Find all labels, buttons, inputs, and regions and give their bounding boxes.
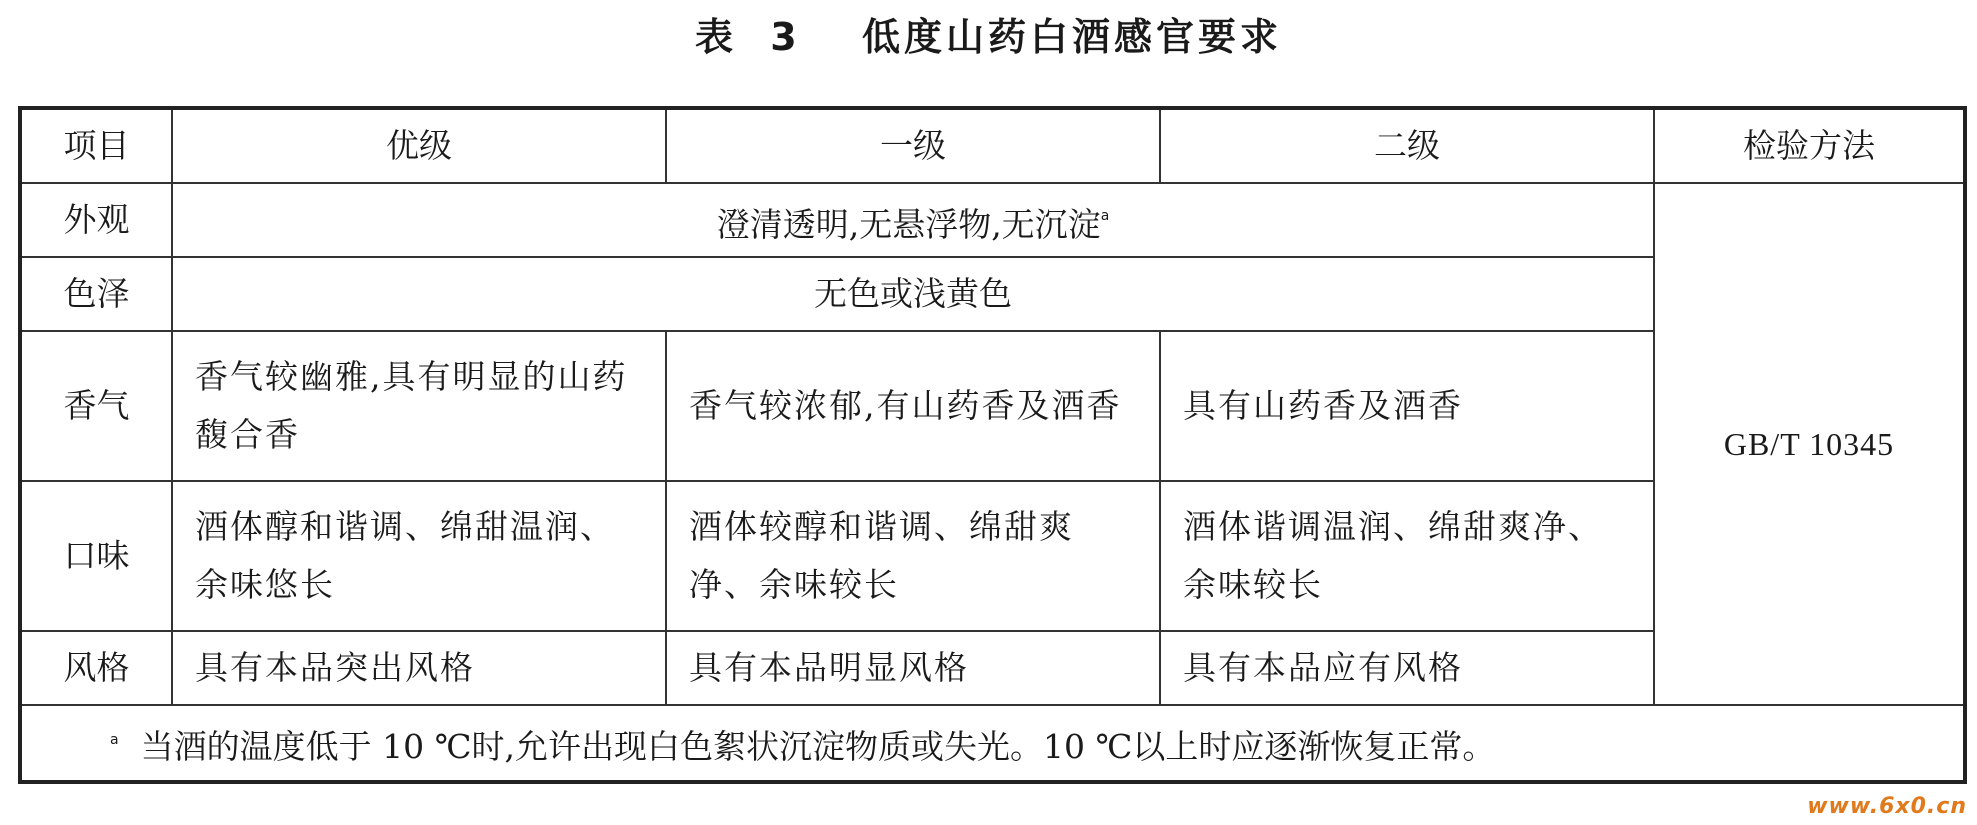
footnote-row <box>20 705 1965 782</box>
footnote-mark: a <box>1100 207 1110 224</box>
table-row <box>20 183 1965 257</box>
header-premium: 优级 <box>172 108 666 183</box>
header-first: 一级 <box>666 108 1160 183</box>
taste-first: 酒体较醇和谐调、绵甜爽净、余味较长 <box>666 481 1160 631</box>
header-method: 检验方法 <box>1654 108 1965 183</box>
header-second: 二级 <box>1160 108 1654 183</box>
table-title-text: 低度山药白酒感官要求 <box>861 15 1282 59</box>
table-title-number: 3 <box>770 15 801 59</box>
row-label-appearance: 外观 <box>20 183 172 257</box>
aroma-second: 具有山药香及酒香 <box>1160 331 1654 481</box>
row-label-style: 风格 <box>20 631 172 705</box>
footnote-note-mark: a <box>110 731 119 748</box>
row-label-color: 色泽 <box>20 257 172 331</box>
taste-second: 酒体谐调温润、绵甜爽净、余味较长 <box>1160 481 1654 631</box>
aroma-premium: 香气较幽雅,具有明显的山药馥合香 <box>172 331 666 481</box>
color-value: 无色或浅黄色 <box>172 257 1654 331</box>
table-title-prefix: 表 <box>695 15 738 59</box>
appearance-value <box>172 183 1654 257</box>
style-first: 具有本品明显风格 <box>666 631 1160 705</box>
table-title <box>0 6 1977 61</box>
taste-premium: 酒体醇和谐调、绵甜温润、余味悠长 <box>172 481 666 631</box>
style-premium: 具有本品突出风格 <box>172 631 666 705</box>
appearance-text: 澄清透明,无悬浮物,无沉淀 <box>716 204 1101 244</box>
header-item: 项目 <box>20 108 172 183</box>
watermark: www.6x0.cn <box>1807 794 1967 819</box>
footnote-cell <box>20 705 1965 782</box>
row-label-taste: 口味 <box>20 481 172 631</box>
row-label-aroma: 香气 <box>20 331 172 481</box>
header-row <box>20 108 1965 183</box>
aroma-first: 香气较浓郁,有山药香及酒香 <box>666 331 1160 481</box>
sensory-requirements-table <box>18 106 1967 784</box>
footnote-text: 当酒的温度低于 10 ℃时,允许出现白色絮状沉淀物质或失光。10 ℃以上时应逐渐恢复正常。 <box>140 726 1496 766</box>
test-method: GB/T 10345 <box>1654 183 1965 705</box>
style-second: 具有本品应有风格 <box>1160 631 1654 705</box>
